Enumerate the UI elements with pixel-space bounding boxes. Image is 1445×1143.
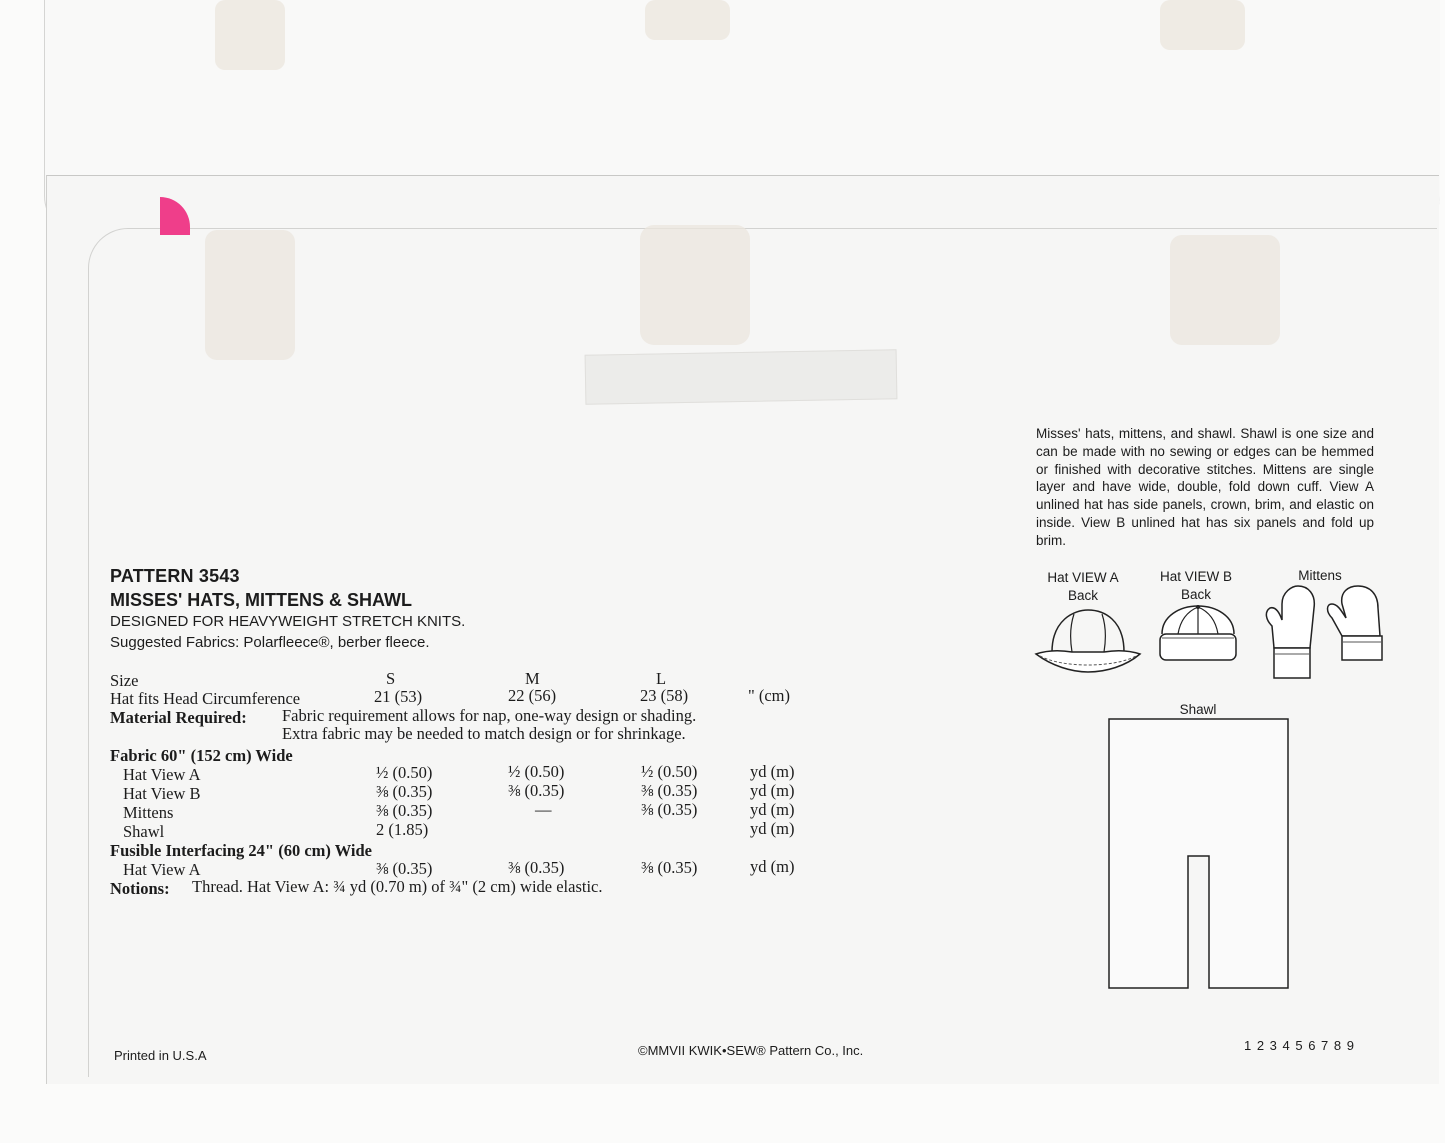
interfacing-heading: Fusible Interfacing 24" (60 cm) Wide <box>110 841 372 860</box>
mittens-caption: Mittens <box>1298 568 1342 583</box>
fabric-row-s: 2 (1.85) <box>376 820 429 839</box>
tape-residue <box>1160 0 1245 50</box>
fabric-row-m: ½ (0.50) <box>508 762 565 781</box>
fabric-row-m: ⅜ (0.35) <box>508 781 565 800</box>
fabric-row-label: Mittens <box>123 803 174 822</box>
fabric-row-unit: yd (m) <box>750 762 795 781</box>
fabric-row-s: ½ (0.50) <box>376 763 433 782</box>
material-line2: Extra fabric may be needed to match design or for shrinkage. <box>282 724 686 743</box>
fabric-row-unit: yd (m) <box>750 781 795 800</box>
interfacing-row-l: ⅜ (0.35) <box>641 858 698 877</box>
head-m: 22 (56) <box>508 686 557 705</box>
fabric-row-l: ⅜ (0.35) <box>641 781 698 800</box>
size-label: Size <box>110 671 139 690</box>
tape-residue <box>640 225 750 345</box>
head-circumference-label: Hat fits Head Circumference <box>110 689 301 708</box>
material-line1: Fabric requirement allows for nap, one-way design or shading. <box>282 706 697 725</box>
head-l: 23 (58) <box>640 686 689 705</box>
fabric-row-unit: yd (m) <box>750 819 795 838</box>
tape-residue <box>205 230 295 360</box>
fabric-heading: Fabric 60" (152 cm) Wide <box>110 746 293 765</box>
tape-strip <box>585 349 898 404</box>
fabric-row-s: ⅜ (0.35) <box>376 801 433 820</box>
tape-residue <box>1170 235 1280 345</box>
fabric-row-s: ⅜ (0.35) <box>376 782 433 801</box>
tape-residue <box>215 0 285 70</box>
hat-view-a-illustration <box>1032 606 1144 676</box>
pattern-description: Misses' hats, mittens, and shawl. Shawl is one size and can be made with no sewing or edges can be hemmed or finished with decorative stitches. Mittens are single layer and have wide, double, fold down cuff. View A unlined hat has side panels, crown, brim, and elastic on inside. View B unlined hat has six panels and fold up brim. <box>1036 426 1374 548</box>
print-run-numbers: 1 2 3 4 5 6 7 8 9 <box>1244 1038 1355 1053</box>
fabric-row-l: ⅜ (0.35) <box>641 800 698 819</box>
tape-residue <box>645 0 730 40</box>
interfacing-row-unit: yd (m) <box>750 857 795 876</box>
fabric-row-label: Shawl <box>123 822 165 841</box>
copyright: ©MMVII KWIK•SEW® Pattern Co., Inc. <box>638 1043 864 1058</box>
head-s: 21 (53) <box>374 687 423 706</box>
pattern-number: PATTERN 3543 <box>110 566 240 586</box>
shawl-illustration <box>1108 718 1290 990</box>
designed-for: DESIGNED FOR HEAVYWEIGHT STRETCH KNITS. <box>110 613 466 630</box>
notions-text: Thread. Hat View A: ¾ yd (0.70 m) of ¾" (2 cm) wide elastic. <box>192 877 603 896</box>
fabric-row-unit: yd (m) <box>750 800 795 819</box>
printed-in: Printed in U.S.A <box>114 1048 207 1063</box>
fabric-row-l: ½ (0.50) <box>641 762 698 781</box>
shawl-caption: Shawl <box>1179 702 1217 717</box>
suggested-fabrics: Suggested Fabrics: Polarfleece®, berber fleece. <box>110 634 430 651</box>
fabric-row-label: Hat View A <box>123 765 201 784</box>
notions-label: Notions: <box>110 879 170 898</box>
hat-view-b-illustration <box>1156 604 1240 666</box>
size-l: L <box>656 669 667 688</box>
fabric-row-label: Hat View B <box>123 784 201 803</box>
material-label: Material Required: <box>110 708 247 727</box>
size-m: M <box>525 669 540 688</box>
head-unit: " (cm) <box>748 686 791 705</box>
hat-view-a-caption: Hat VIEW A Back <box>1047 570 1119 603</box>
mittens-illustration <box>1262 584 1388 684</box>
interfacing-row-label: Hat View A <box>123 860 201 879</box>
hat-view-b-caption: Hat VIEW B Back <box>1159 569 1232 602</box>
pattern-name: MISSES' HATS, MITTENS & SHAWL <box>110 590 412 610</box>
interfacing-row-s: ⅜ (0.35) <box>376 859 433 878</box>
fabric-row-m: — <box>535 800 552 819</box>
size-s: S <box>386 669 396 688</box>
interfacing-row-m: ⅜ (0.35) <box>508 858 565 877</box>
